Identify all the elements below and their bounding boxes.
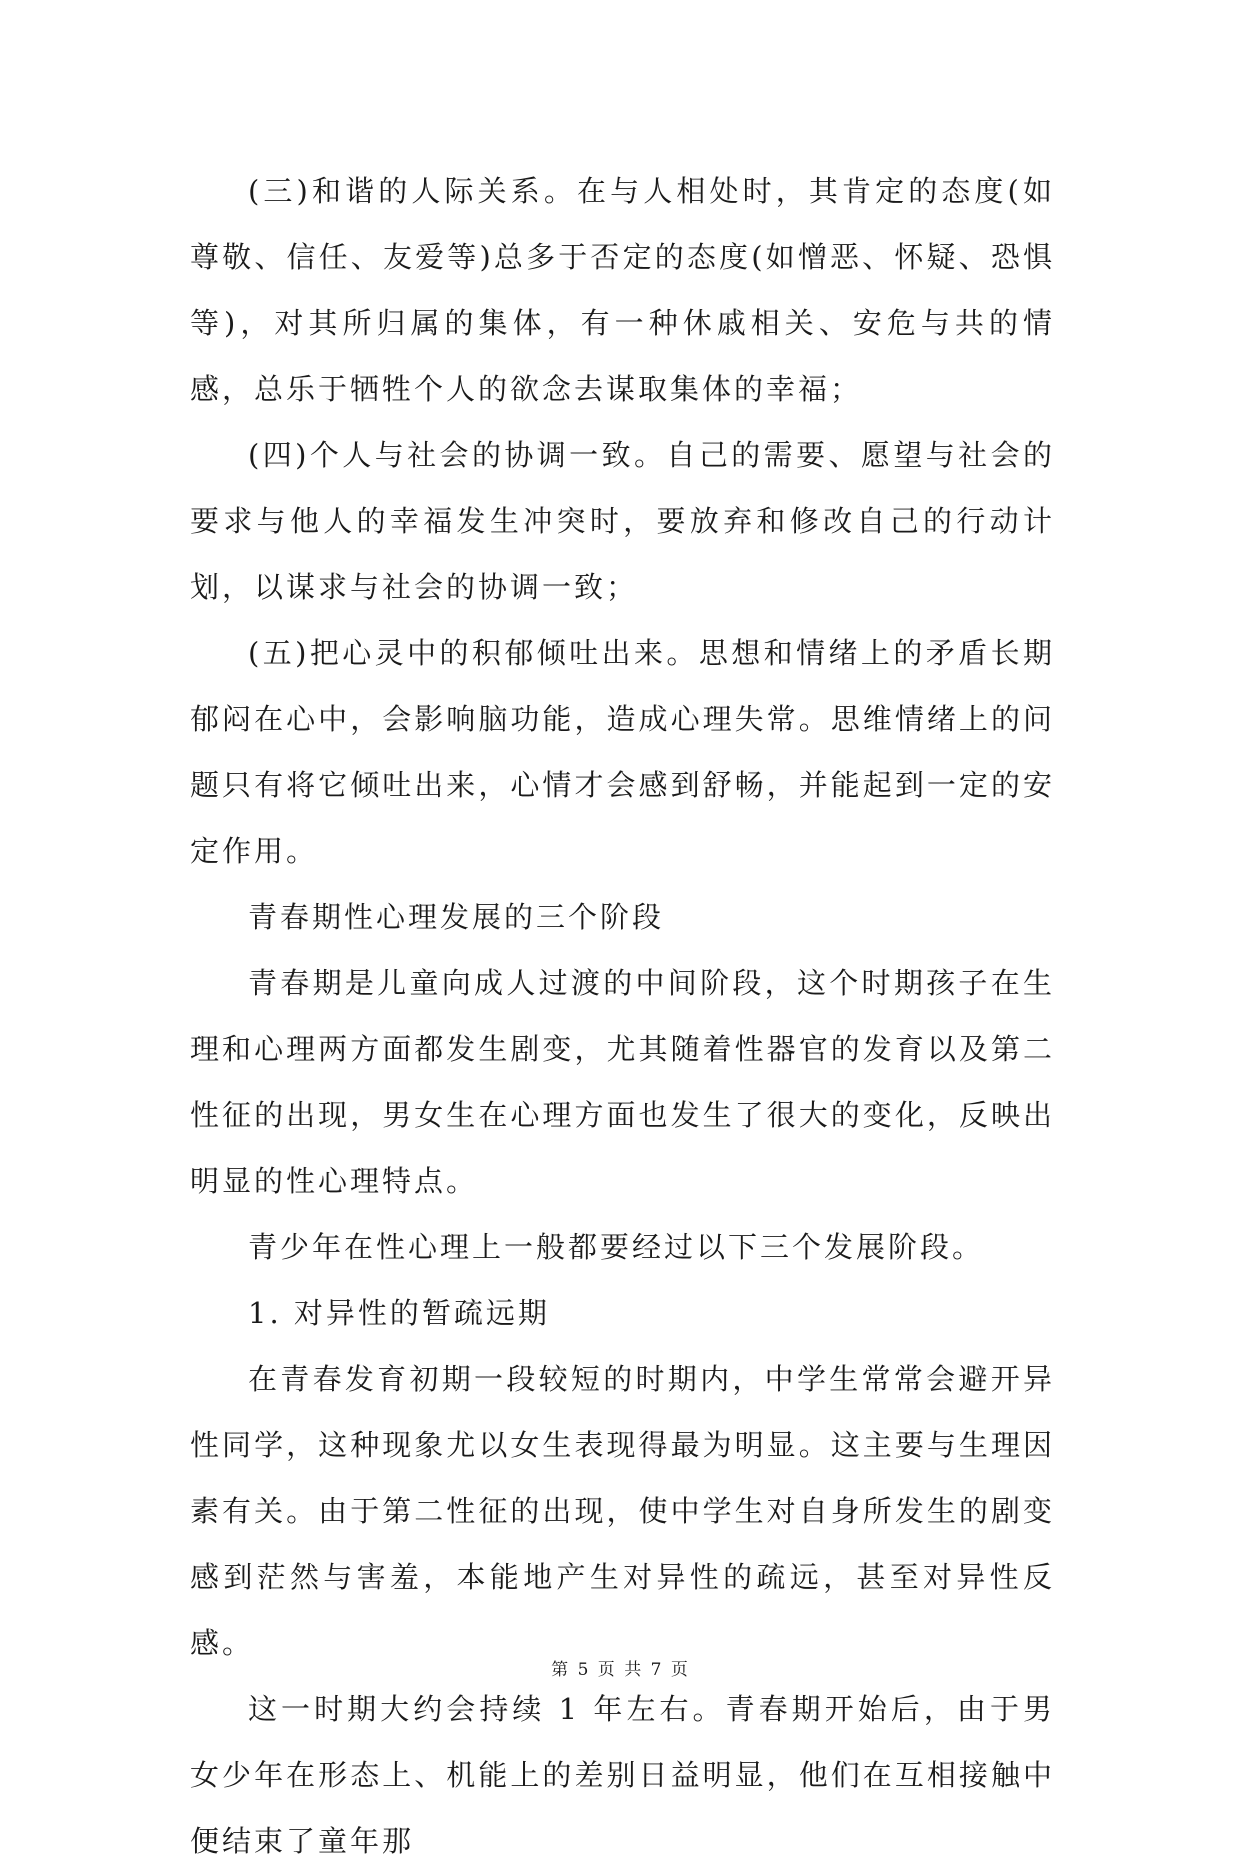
section-heading: 青春期性心理发展的三个阶段 bbox=[248, 900, 665, 934]
paragraph: 这一时期大约会持续 1 年左右。青春期开始后，由于男女少年在形态上、机能上的差别日益明显，他们在互相接触中便结束了童年那 bbox=[190, 1692, 1055, 1858]
paragraph: (三)和谐的人际关系。在与人相处时，其肯定的态度(如尊敬、信任、友爱等)总多于否定的态度(如憎恶、怀疑、恐惧等)，对其所归属的集体，有一种休戚相关、安危与共的情感，总乐于牺牲个人的欲念去谋取集体的幸福； bbox=[190, 174, 1055, 406]
paragraph: 在青春发育初期一段较短的时期内，中学生常常会避开异性同学，这种现象尤以女生表现得最为明显。这主要与生理因素有关。由于第二性征的出现，使中学生对自身所发生的剧变感到茫然与害羞，本能地产生对异性的疏远，甚至对异性反感。 bbox=[190, 1362, 1055, 1660]
paragraph: (五)把心灵中的积郁倾吐出来。思想和情绪上的矛盾长期郁闷在心中，会影响脑功能，造成心理失常。思维情绪上的问题只有将它倾吐出来，心情才会感到舒畅，并能起到一定的安定作用。 bbox=[190, 636, 1055, 868]
paragraph: 青春期是儿童向成人过渡的中间阶段，这个时期孩子在生理和心理两方面都发生剧变，尤其随着性器官的发育以及第二性征的出现，男女生在心理方面也发生了很大的变化，反映出明显的性心理特点。 bbox=[190, 966, 1055, 1198]
page-number-footer: 第 5 页 共 7 页 bbox=[551, 1660, 690, 1680]
paragraph: (四)个人与社会的协调一致。自己的需要、愿望与社会的要求与他人的幸福发生冲突时，要放弃和修改自己的行动计划，以谋求与社会的协调一致； bbox=[190, 438, 1055, 604]
paragraph: 青少年在性心理上一般都要经过以下三个发展阶段。 bbox=[248, 1230, 985, 1264]
subsection-heading: 1. 对异性的暂疏远期 bbox=[248, 1296, 550, 1330]
document-body bbox=[190, 158, 1055, 1874]
